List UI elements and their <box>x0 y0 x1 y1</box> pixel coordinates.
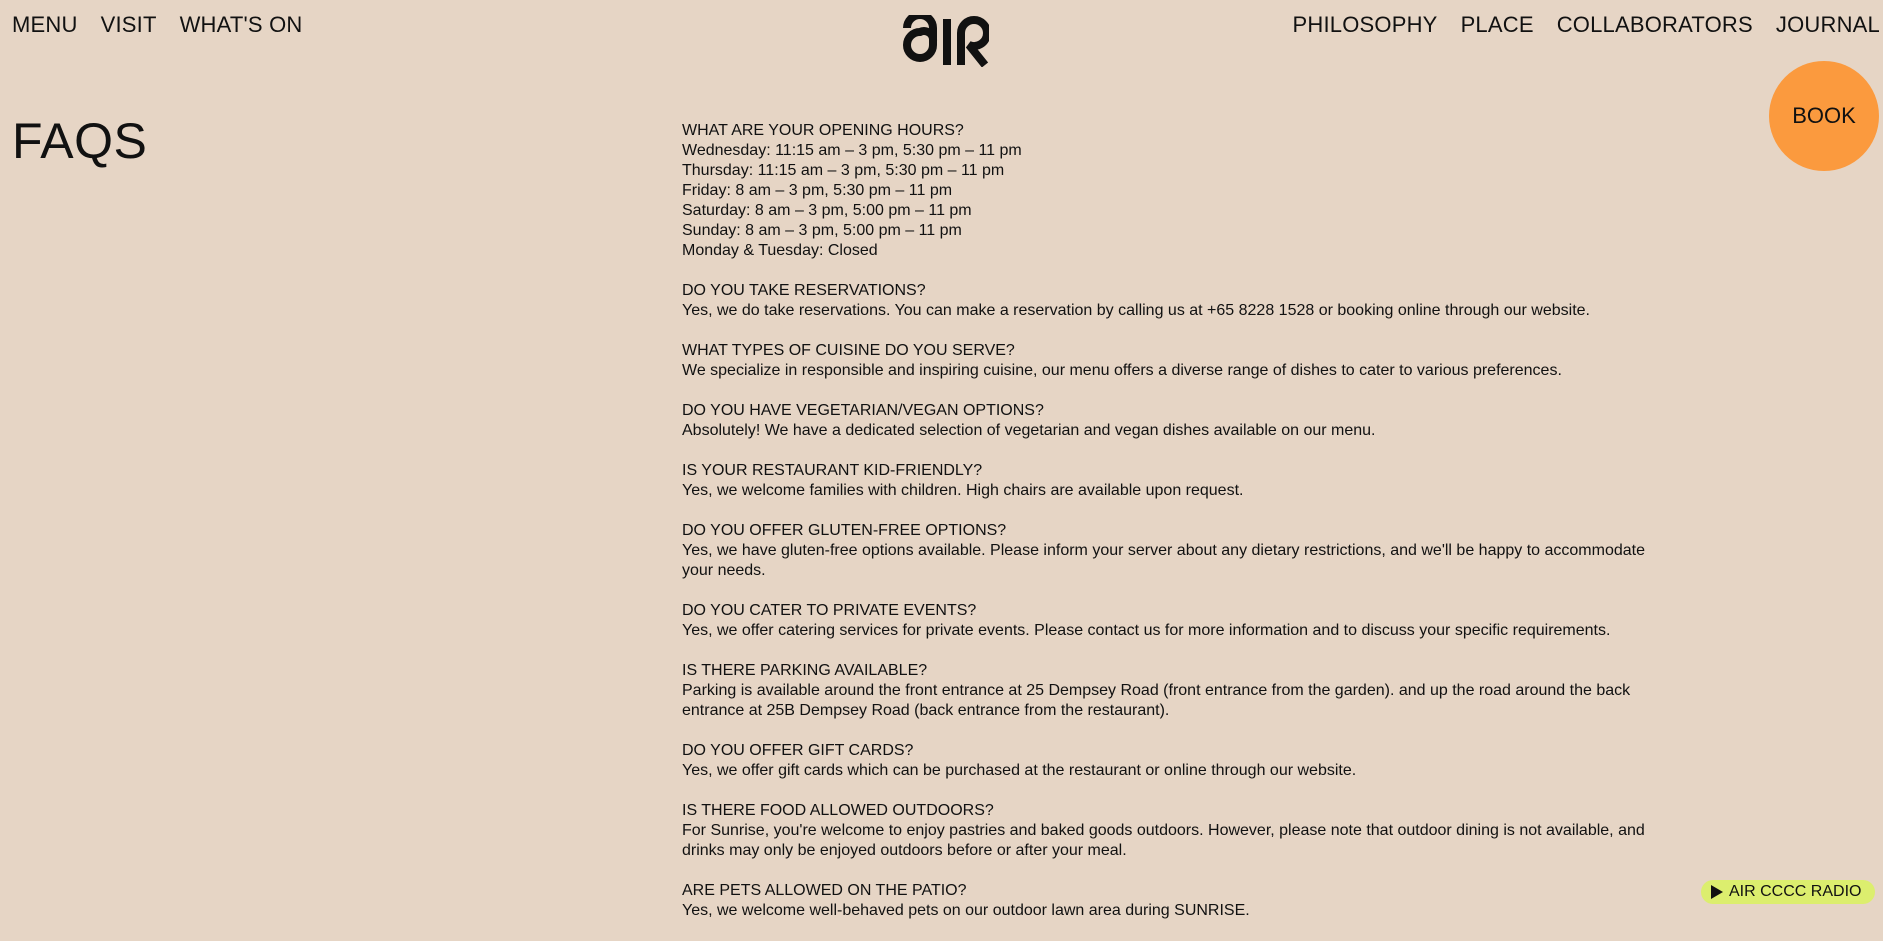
faq-answer <box>682 421 1702 441</box>
faq-question: WHAT TYPES OF CUISINE DO YOU SERVE? <box>682 342 1015 359</box>
faq-answer-line: Monday & Tuesday: Closed <box>682 242 878 259</box>
faq-list <box>682 121 1702 941</box>
faq-answer-line: Yes, we have gluten-free options available. Please inform your server about any dietary restrictions, and we'll be happy to accommodate <box>682 542 1645 559</box>
faq-answer-line: Saturday: 8 am – 3 pm, 5:00 pm – 11 pm <box>682 202 972 219</box>
faq-question: IS THERE PARKING AVAILABLE? <box>682 662 928 679</box>
nav-link-visit[interactable]: VISIT <box>100 12 157 37</box>
faq-answer <box>682 681 1702 721</box>
faq-answer <box>682 621 1702 641</box>
faq-item <box>682 801 1702 861</box>
page-title: FAQS <box>12 113 148 169</box>
faq-answer-line: entrance at 25B Dempsey Road (back entrance from the restaurant). <box>682 702 1170 719</box>
nav-link-philosophy[interactable]: PHILOSOPHY <box>1292 12 1438 37</box>
faq-item <box>682 661 1702 721</box>
radio-player-button[interactable] <box>1701 880 1875 904</box>
air-logo[interactable] <box>903 15 989 67</box>
faq-answer-line: Yes, we do take reservations. You can make a reservation by calling us at +65 8228 1528 or booking online through our website. <box>682 302 1590 319</box>
faq-answer-line: Friday: 8 am – 3 pm, 5:30 pm – 11 pm <box>682 182 953 199</box>
faq-item <box>682 881 1702 921</box>
book-button[interactable]: BOOK <box>1769 61 1879 171</box>
faq-answer-line: Absolutely! We have a dedicated selection of vegetarian and vegan dishes available on our menu. <box>682 422 1376 439</box>
faq-answer-line: Yes, we offer gift cards which can be purchased at the restaurant or online through our website. <box>682 762 1357 779</box>
faq-answer <box>682 141 1702 261</box>
faq-item <box>682 121 1702 261</box>
logo-text: AIR <box>903 15 905 16</box>
faq-item <box>682 341 1702 381</box>
faq-answer <box>682 821 1702 861</box>
faq-answer-line: Sunday: 8 am – 3 pm, 5:00 pm – 11 pm <box>682 222 962 239</box>
faq-item <box>682 401 1702 441</box>
nav-link-place[interactable]: PLACE <box>1460 12 1534 37</box>
faq-question: DO YOU CATER TO PRIVATE EVENTS? <box>682 602 977 619</box>
faq-answer <box>682 901 1702 921</box>
faq-answer-line: your needs. <box>682 562 766 579</box>
faq-question: DO YOU TAKE RESERVATIONS? <box>682 282 926 299</box>
faq-item <box>682 521 1702 581</box>
faq-answer <box>682 541 1702 581</box>
nav-link-collaborators[interactable]: COLLABORATORS <box>1556 12 1753 37</box>
faq-answer-line: For Sunrise, you're welcome to enjoy pastries and baked goods outdoors. However, please note that outdoor dining is not available, and <box>682 822 1645 839</box>
faq-answer <box>682 761 1702 781</box>
play-icon <box>1711 885 1723 899</box>
faq-question: DO YOU HAVE VEGETARIAN/VEGAN OPTIONS? <box>682 402 1044 419</box>
nav-link-menu[interactable]: MENU <box>12 12 78 37</box>
faq-item <box>682 461 1702 501</box>
faq-answer-line: Thursday: 11:15 am – 3 pm, 5:30 pm – 11 pm <box>682 162 1005 179</box>
faq-answer-line: drinks may only be enjoyed outdoors before or after your meal. <box>682 842 1127 859</box>
faq-item <box>682 741 1702 781</box>
faq-question: DO YOU OFFER GLUTEN-FREE OPTIONS? <box>682 522 1007 539</box>
nav-left <box>12 12 303 38</box>
faq-answer-line: Yes, we welcome well-behaved pets on our outdoor lawn area during SUNRISE. <box>682 902 1250 919</box>
nav-link-whats-on[interactable]: WHAT'S ON <box>179 12 303 37</box>
faq-question: IS YOUR RESTAURANT KID-FRIENDLY? <box>682 462 983 479</box>
faq-answer-line: We specialize in responsible and inspiring cuisine, our menu offers a diverse range of dishes to cater to various preferences. <box>682 362 1562 379</box>
faq-answer-line: Parking is available around the front entrance at 25 Dempsey Road (front entrance from the garden). and up the road around the back <box>682 682 1631 699</box>
faq-answer <box>682 361 1702 381</box>
faq-answer-line: Yes, we welcome families with children. High chairs are available upon request. <box>682 482 1244 499</box>
nav-right <box>1293 12 1880 38</box>
nav-link-journal[interactable]: JOURNAL <box>1775 12 1880 37</box>
faq-answer-line: Wednesday: 11:15 am – 3 pm, 5:30 pm – 11 pm <box>682 142 1022 159</box>
radio-label: AIR CCCC RADIO <box>1729 883 1862 900</box>
faq-item <box>682 601 1702 641</box>
faq-item <box>682 281 1702 321</box>
faq-answer <box>682 481 1702 501</box>
faq-answer <box>682 301 1702 321</box>
faq-question: DO YOU OFFER GIFT CARDS? <box>682 742 914 759</box>
faq-question: ARE PETS ALLOWED ON THE PATIO? <box>682 882 967 899</box>
faq-answer-line: Yes, we offer catering services for private events. Please contact us for more information and to discuss your specific requirements. <box>682 622 1611 639</box>
faq-question: WHAT ARE YOUR OPENING HOURS? <box>682 122 964 139</box>
faq-question: IS THERE FOOD ALLOWED OUTDOORS? <box>682 802 994 819</box>
